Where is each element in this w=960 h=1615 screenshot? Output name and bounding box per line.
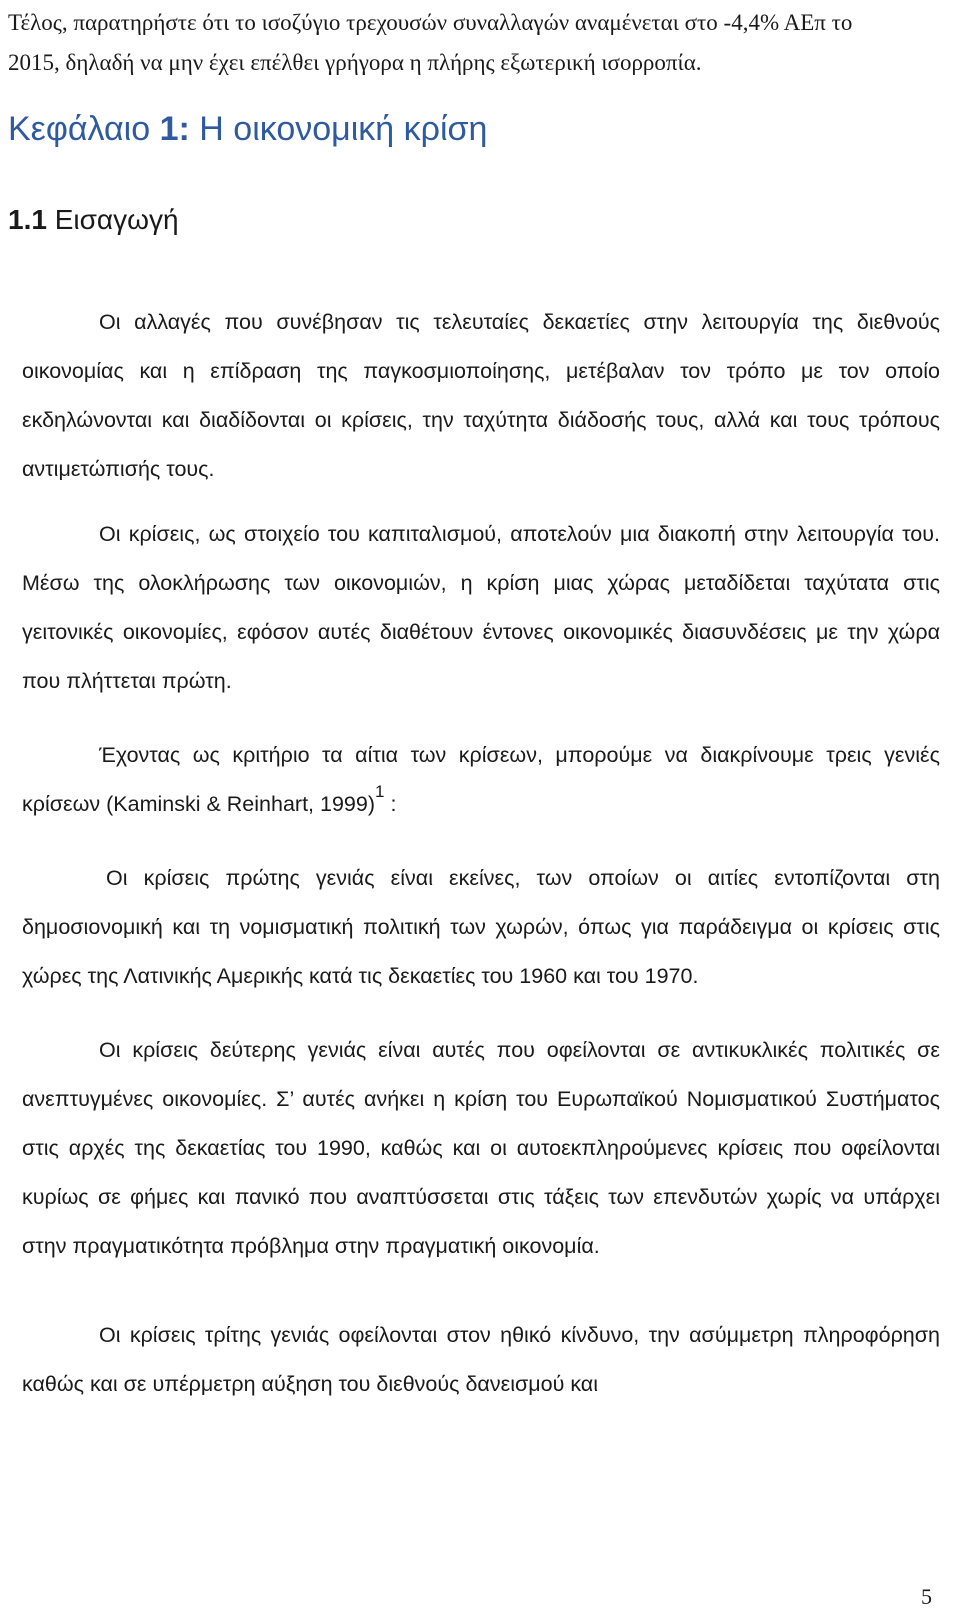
intro-line-1: Τέλος, παρατηρήστε ότι το ισοζύγιο τρεχουσών συναλλαγών αναμένεται στο -4,4% ΑΕπ το	[8, 10, 853, 35]
page-number: 5	[921, 1584, 932, 1609]
section-heading	[8, 198, 940, 242]
paragraph-1: Οι αλλαγές που συνέβησαν τις τελευταίες δεκαετίες στην λειτουργία της διεθνούς οικονομίας και η επίδραση της παγκοσμιοποίησης, μετέβαλαν τον τρόπο με τον οποίο εκδηλώνονται και διαδίδονται οι κρίσεις, την ταχύτητα διάδοσής τους, αλλά και τους τρόπους αντιμετώπισής τους.	[22, 310, 940, 481]
paragraph-5: Οι κρίσεις δεύτερης γενιάς είναι αυτές που οφείλονται σε αντικυκλικές πολιτικές σε ανεπτυγμένες οικονομίες. Σ’ αυτές ανήκει η κρίση του Ευρωπαϊκού Νομισματικού Συστήματος στις αρχές της δεκαετίας του 1990, καθώς και οι αυτοεκπληρούμενες κρίσεις που οφείλονται κυρίως σε φήμες και πανικό που αναπτύσσεται στις τάξεις των επενδυτών χωρίς να υπάρχει στην πραγματικότητα πρόβλημα στην πραγματική οικονομία.	[22, 1038, 940, 1258]
section-title: Εισαγωγή	[54, 204, 179, 235]
paragraph-6: Οι κρίσεις τρίτης γενιάς οφείλονται στον ηθικό κίνδυνο, την ασύμμετρη πληροφόρηση καθώς και σε υπέρμετρη αύξηση του διεθνούς δανεισμού και	[22, 1323, 940, 1396]
chapter-title: Η οικονομική κρίση	[199, 110, 488, 148]
section-number: 1.1	[8, 204, 47, 235]
paragraph-3-text: Έχοντας ως κριτήριο τα αίτια των κρίσεων, μπορούμε να διακρίνουμε τρεις γενιές κρίσεων (Kaminski & Reinhart, 1999)	[22, 743, 940, 816]
chapter-number: 1:	[159, 110, 190, 148]
document-page	[8, 0, 940, 1409]
paragraph-3-end: :	[384, 792, 397, 816]
chapter-prefix: Κεφάλαιο	[8, 110, 151, 148]
footnote-marker[interactable]: 1	[375, 782, 385, 801]
intro-line-2: 2015, δηλαδή να μην έχει επέλθει γρήγορα η πλήρης εξωτερική ισορροπία.	[8, 50, 702, 75]
paragraph-4: Οι κρίσεις πρώτης γενιάς είναι εκείνες, των οποίων οι αιτίες εντοπίζονται στη δημοσιονομική και τη νομισματική πολιτική των χωρών, όπως για παράδειγμα οι κρίσεις στις χώρες της Λατινικής Αμερικής κατά τις δεκαετίες του 1960 και του 1970.	[22, 866, 940, 988]
chapter-heading	[8, 104, 940, 154]
paragraph-3	[22, 731, 940, 829]
paragraph-2: Οι κρίσεις, ως στοιχείο του καπιταλισμού, αποτελούν μια διακοπή στην λειτουργία του. Μέσω της ολοκλήρωσης των οικονομιών, η κρίση μιας χώρας μεταδίδεται ταχύτατα στις γειτονικές οικονομίες, εφόσον αυτές διαθέτουν έντονες οικονομικές διασυνδέσεις με την χώρα που πλήττεται πρώτη.	[22, 522, 940, 693]
